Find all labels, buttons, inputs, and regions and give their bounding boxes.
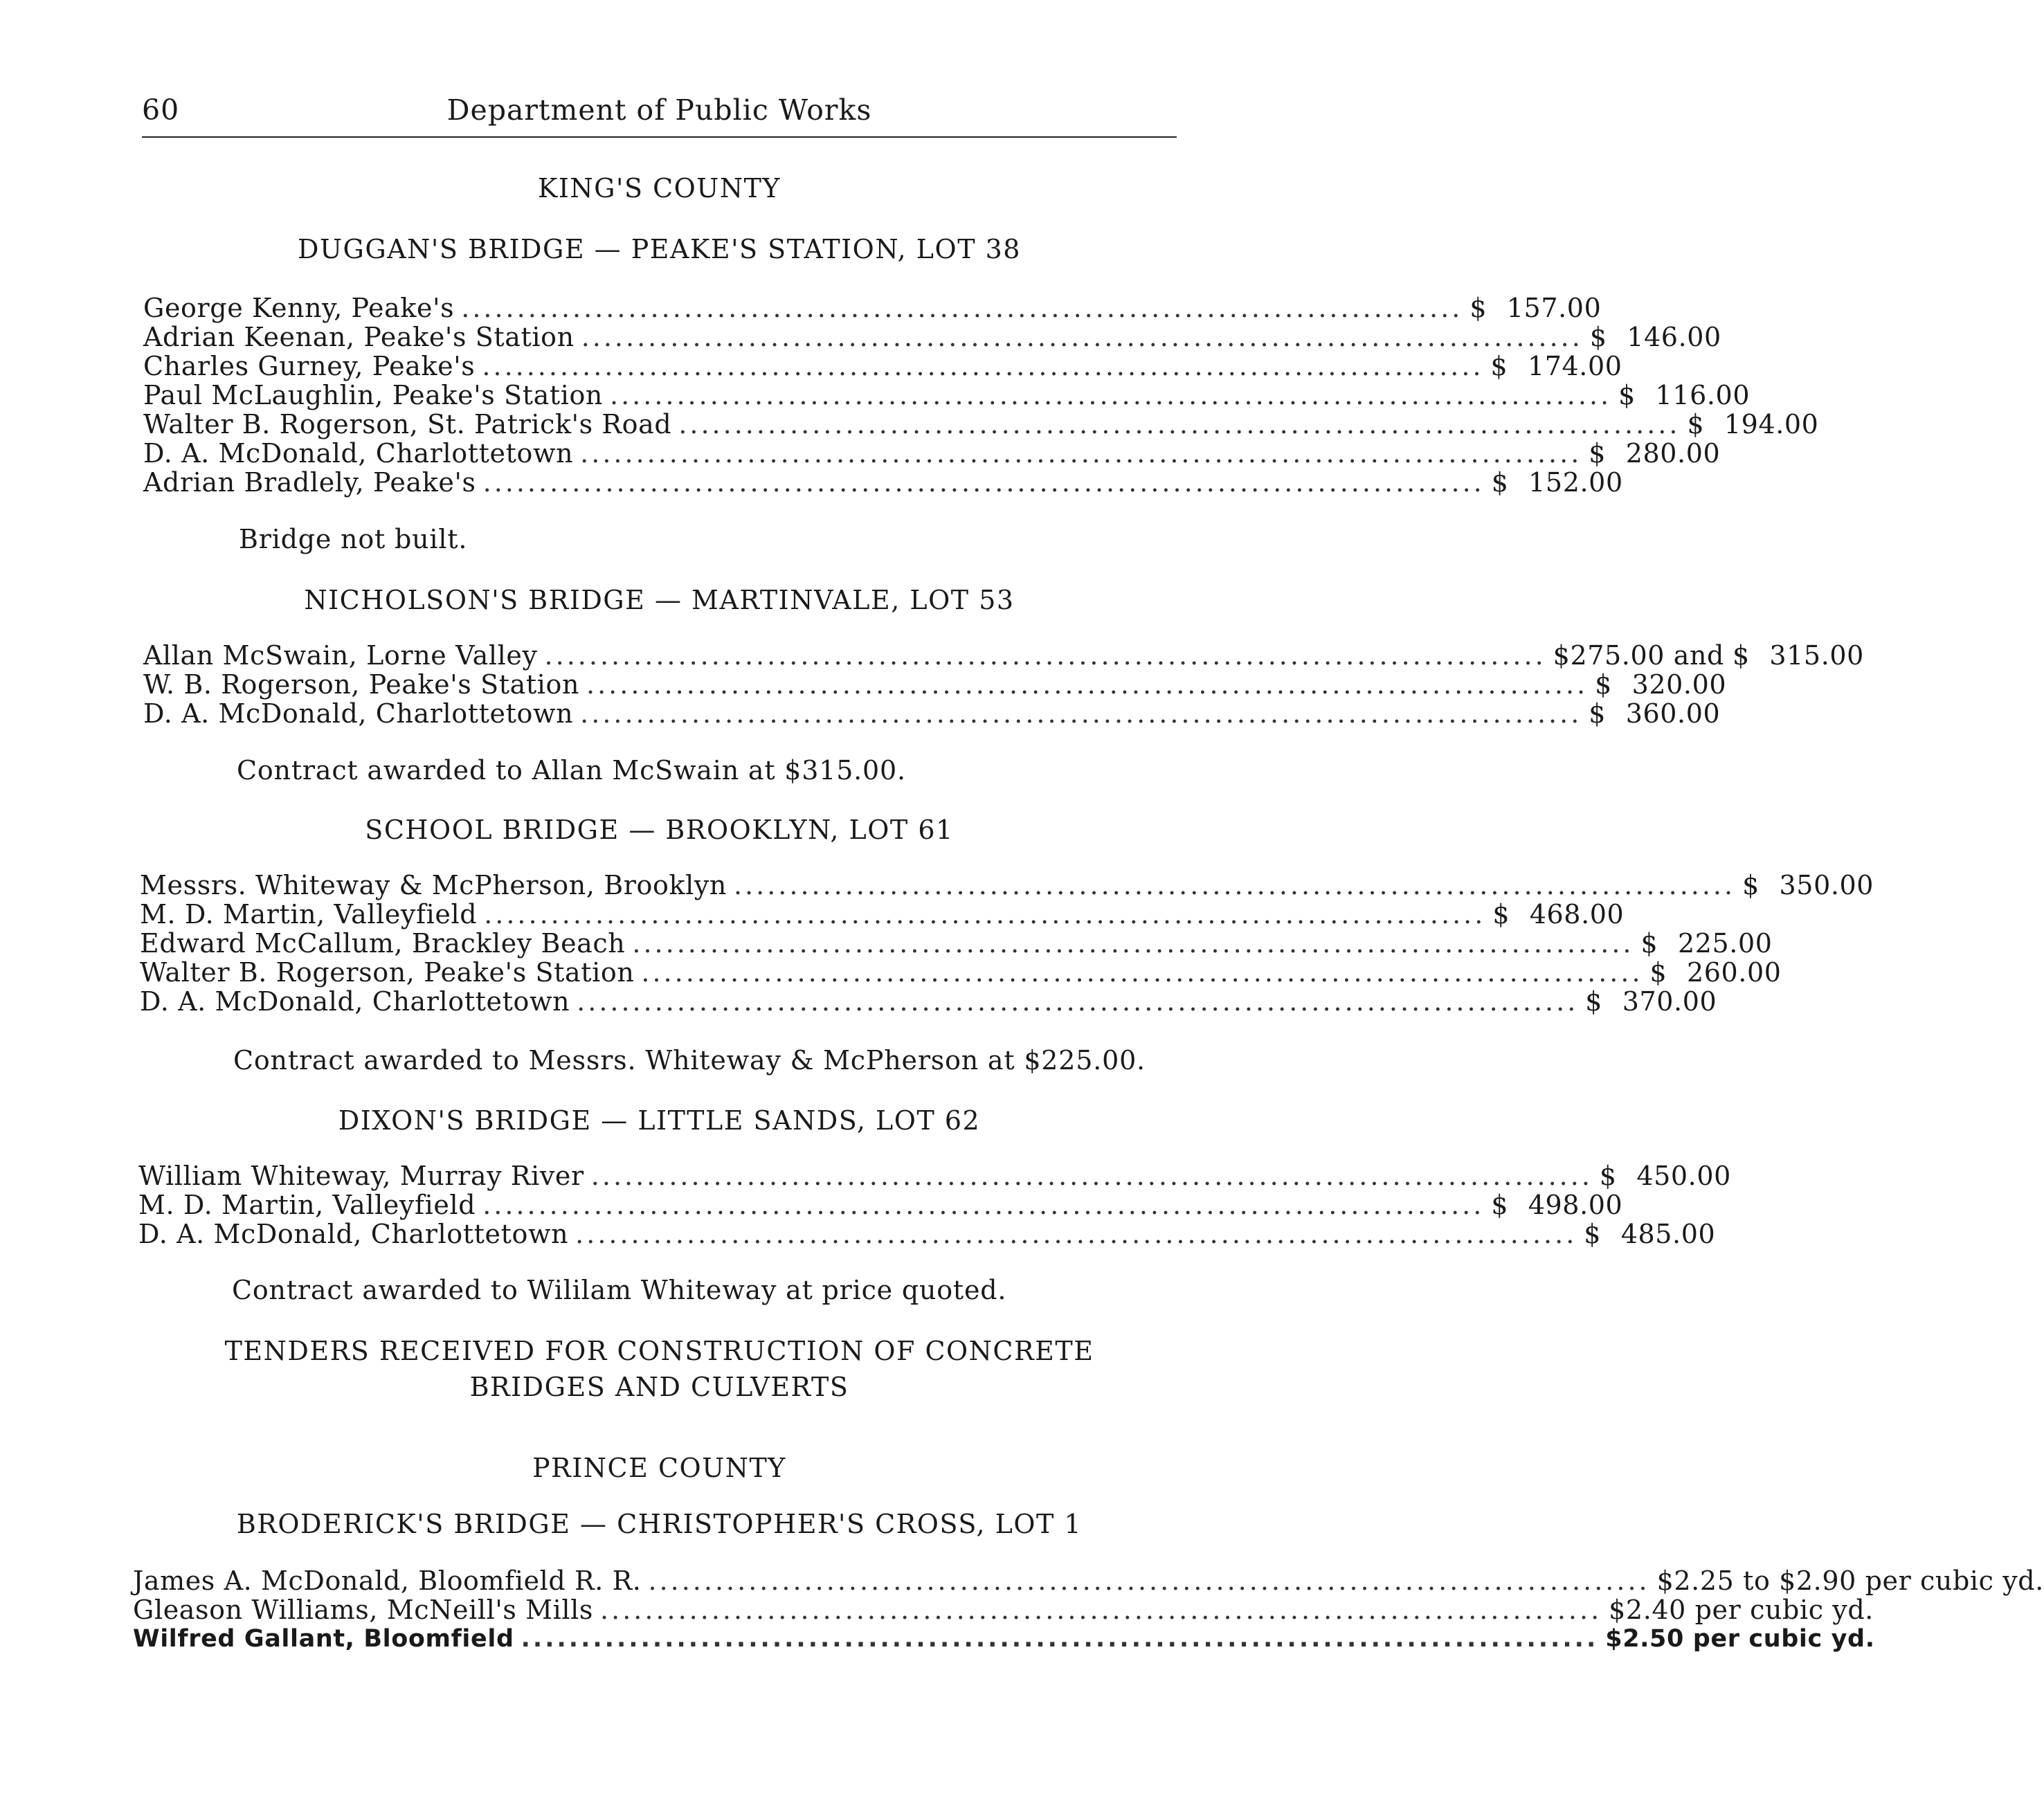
tender-amount: 450.00 [1636, 1161, 1731, 1191]
dot-leader: .......................................................................................... [586, 669, 1589, 700]
currency-sign: $ [1585, 986, 1603, 1017]
dot-leader: .......................................................................................... [575, 1219, 1577, 1249]
tenders-heading-line2: BRIDGES AND CULVERTS [469, 1372, 849, 1402]
currency-sign: $ [1640, 928, 1658, 959]
dot-leader: .......................................................................................... [610, 380, 1612, 410]
tenderer-name: James A. McDonald, Bloomfield R. R. [133, 1566, 642, 1596]
currency-sign: $ [1490, 351, 1508, 381]
running-header [142, 93, 1177, 135]
tenderer-name: Charles Gurney, Peake's [143, 351, 476, 381]
tender-price: $2.50 per cubic yd. [1605, 1625, 1875, 1653]
tenderer-name: Gleason Williams, McNeill's Mills [133, 1595, 594, 1625]
tender-amount: 360.00 [1625, 698, 1721, 729]
tender-price: $2.25 to $2.90 per cubic yd. [1656, 1566, 2044, 1596]
section-note: Contract awarded to Allan McSwain at $315.00. [237, 755, 906, 786]
tenderer-name: D. A. McDonald, Charlottetown [143, 438, 574, 469]
tender-row [140, 986, 1717, 1017]
tenderer-name: Walter B. Rogerson, St. Patrick's Road [143, 409, 672, 439]
dot-leader: .......................................................................................... [678, 409, 1681, 439]
tender-row [140, 899, 1625, 929]
tender-row [143, 351, 1622, 381]
currency-sign: $ [1491, 1190, 1509, 1220]
section-heading-school: SCHOOL BRIDGE — BROOKLYN, LOT 61 [365, 815, 954, 845]
tenderer-name: George Kenny, Peake's [143, 293, 455, 323]
tender-row [143, 467, 1623, 498]
tender-amount: 194.00 [1724, 409, 1819, 439]
tender-row [143, 438, 1721, 469]
dot-leader: .......................................................................................... [521, 1625, 1599, 1653]
currency-sign: $ [1589, 698, 1607, 729]
tender-row [143, 640, 1864, 671]
dot-leader: .......................................................................................... [484, 899, 1486, 929]
currency-sign: $ [1687, 409, 1705, 439]
tender-row [138, 1161, 1731, 1191]
tenderer-name: W. B. Rogerson, Peake's Station [143, 669, 580, 700]
tender-row [138, 1219, 1716, 1249]
tender-amount: 116.00 [1655, 380, 1751, 410]
dot-leader: .......................................................................................... [580, 438, 1582, 469]
running-title: Department of Public Works [446, 93, 872, 127]
dot-leader: .......................................................................................... [600, 1595, 1602, 1625]
currency-sign: $ [1469, 293, 1487, 323]
tenderer-name: D. A. McDonald, Charlottetown [140, 986, 570, 1017]
currency-sign: $ [1492, 899, 1510, 929]
header-rule [142, 136, 1177, 138]
tender-amount: 350.00 [1779, 870, 1874, 900]
tender-row [140, 870, 1874, 900]
tender-row [143, 293, 1602, 323]
section-heading-brodericks: BRODERICK'S BRIDGE — CHRISTOPHER'S CROSS, LOT 1 [236, 1509, 1083, 1539]
county-heading-kings: KING'S COUNTY [538, 173, 781, 203]
tender-row [143, 380, 1751, 410]
tenderer-name: Adrian Bradlely, Peake's [143, 467, 476, 498]
tenderer-name: D. A. McDonald, Charlottetown [138, 1219, 569, 1249]
tenderer-name: Wilfred Gallant, Bloomfield [133, 1625, 514, 1653]
tender-amount: 174.00 [1527, 351, 1622, 381]
page-number: 60 [142, 93, 180, 127]
dot-leader: .......................................................................................... [482, 467, 1485, 498]
dot-leader: .......................................................................................... [632, 928, 1634, 959]
section-note: Contract awarded to Messrs. Whiteway & McPherson at $225.00. [233, 1045, 1146, 1076]
currency-sign: $ [1589, 438, 1607, 469]
dot-leader: .......................................................................................... [482, 351, 1484, 381]
tenderer-name: Allan McSwain, Lorne Valley [143, 640, 538, 671]
tender-amount: 485.00 [1620, 1219, 1716, 1249]
tenderer-name: D. A. McDonald, Charlottetown [143, 698, 574, 729]
currency-sign: $ [1491, 467, 1509, 498]
currency-sign: $ [1599, 1161, 1617, 1191]
tenderer-name: M. D. Martin, Valleyfield [138, 1190, 476, 1220]
tender-amount: 260.00 [1686, 957, 1782, 988]
tenderer-name: Messrs. Whiteway & McPherson, Brooklyn [140, 870, 727, 900]
tender-amount: 468.00 [1529, 899, 1625, 929]
tender-amount: 498.00 [1528, 1190, 1623, 1220]
tender-row [143, 322, 1721, 352]
tender-amount: 370.00 [1622, 986, 1717, 1017]
tender-row [143, 669, 1727, 700]
alternate-amount: $275.00 and [1553, 640, 1724, 671]
tender-row [143, 409, 1819, 439]
currency-sign: $ [1618, 380, 1636, 410]
dot-leader: .......................................................................................... [482, 1190, 1485, 1220]
section-heading-nicholsons: NICHOLSON'S BRIDGE — MARTINVALE, LOT 53 [304, 585, 1015, 615]
tender-price: $2.40 per cubic yd. [1609, 1595, 1874, 1625]
section-heading-dixons: DIXON'S BRIDGE — LITTLE SANDS, LOT 62 [338, 1105, 981, 1136]
tender-amount: 280.00 [1625, 438, 1721, 469]
dot-leader: .......................................................................................... [733, 870, 1736, 900]
tenderer-name: Edward McCallum, Brackley Beach [140, 928, 626, 959]
tender-row [133, 1595, 1874, 1625]
dot-leader: .......................................................................................... [580, 698, 1582, 729]
currency-sign: $ [1589, 322, 1607, 352]
tender-row [140, 928, 1773, 959]
tender-row [143, 698, 1721, 729]
tender-row [138, 1190, 1623, 1220]
dot-leader: .......................................................................................... [461, 293, 1463, 323]
section-note: Contract awarded to Wililam Whiteway at price quoted. [232, 1275, 1007, 1305]
currency-sign: $ [1649, 957, 1667, 988]
currency-sign: $ [1742, 870, 1760, 900]
tenderer-name: M. D. Martin, Valleyfield [140, 899, 478, 929]
dot-leader: .......................................................................................... [577, 986, 1579, 1017]
tenderer-name: William Whiteway, Murray River [138, 1161, 584, 1191]
tender-amount: 152.00 [1528, 467, 1623, 498]
tender-amount: 225.00 [1677, 928, 1773, 959]
dot-leader: .......................................................................................... [641, 957, 1643, 988]
tender-row [133, 1566, 2044, 1596]
tender-amount: 157.00 [1506, 293, 1602, 323]
currency-sign: $ [1732, 640, 1750, 671]
tenders-heading-line1: TENDERS RECEIVED FOR CONSTRUCTION OF CONCRETE [224, 1336, 1094, 1366]
dot-leader: .......................................................................................... [544, 640, 1546, 671]
tender-amount: 146.00 [1627, 322, 1721, 352]
tender-row [133, 1625, 1875, 1656]
dot-leader: .......................................................................................... [590, 1161, 1593, 1191]
section-note: Bridge not built. [239, 524, 468, 554]
tenderer-name: Paul McLaughlin, Peake's Station [143, 380, 603, 410]
dot-leader: .......................................................................................... [581, 322, 1583, 352]
tender-amount: 320.00 [1631, 669, 1727, 700]
tenderer-name: Adrian Keenan, Peake's Station [143, 322, 575, 352]
currency-sign: $ [1584, 1219, 1602, 1249]
section-heading-duggans: DUGGAN'S BRIDGE — PEAKE'S STATION, LOT 38 [298, 234, 1021, 264]
tender-row [140, 957, 1782, 988]
county-heading-prince: PRINCE COUNTY [532, 1453, 786, 1483]
currency-sign: $ [1595, 669, 1612, 700]
tender-amount: 315.00 [1769, 640, 1864, 671]
dot-leader: .......................................................................................... [648, 1566, 1650, 1596]
tenderer-name: Walter B. Rogerson, Peake's Station [140, 957, 635, 988]
